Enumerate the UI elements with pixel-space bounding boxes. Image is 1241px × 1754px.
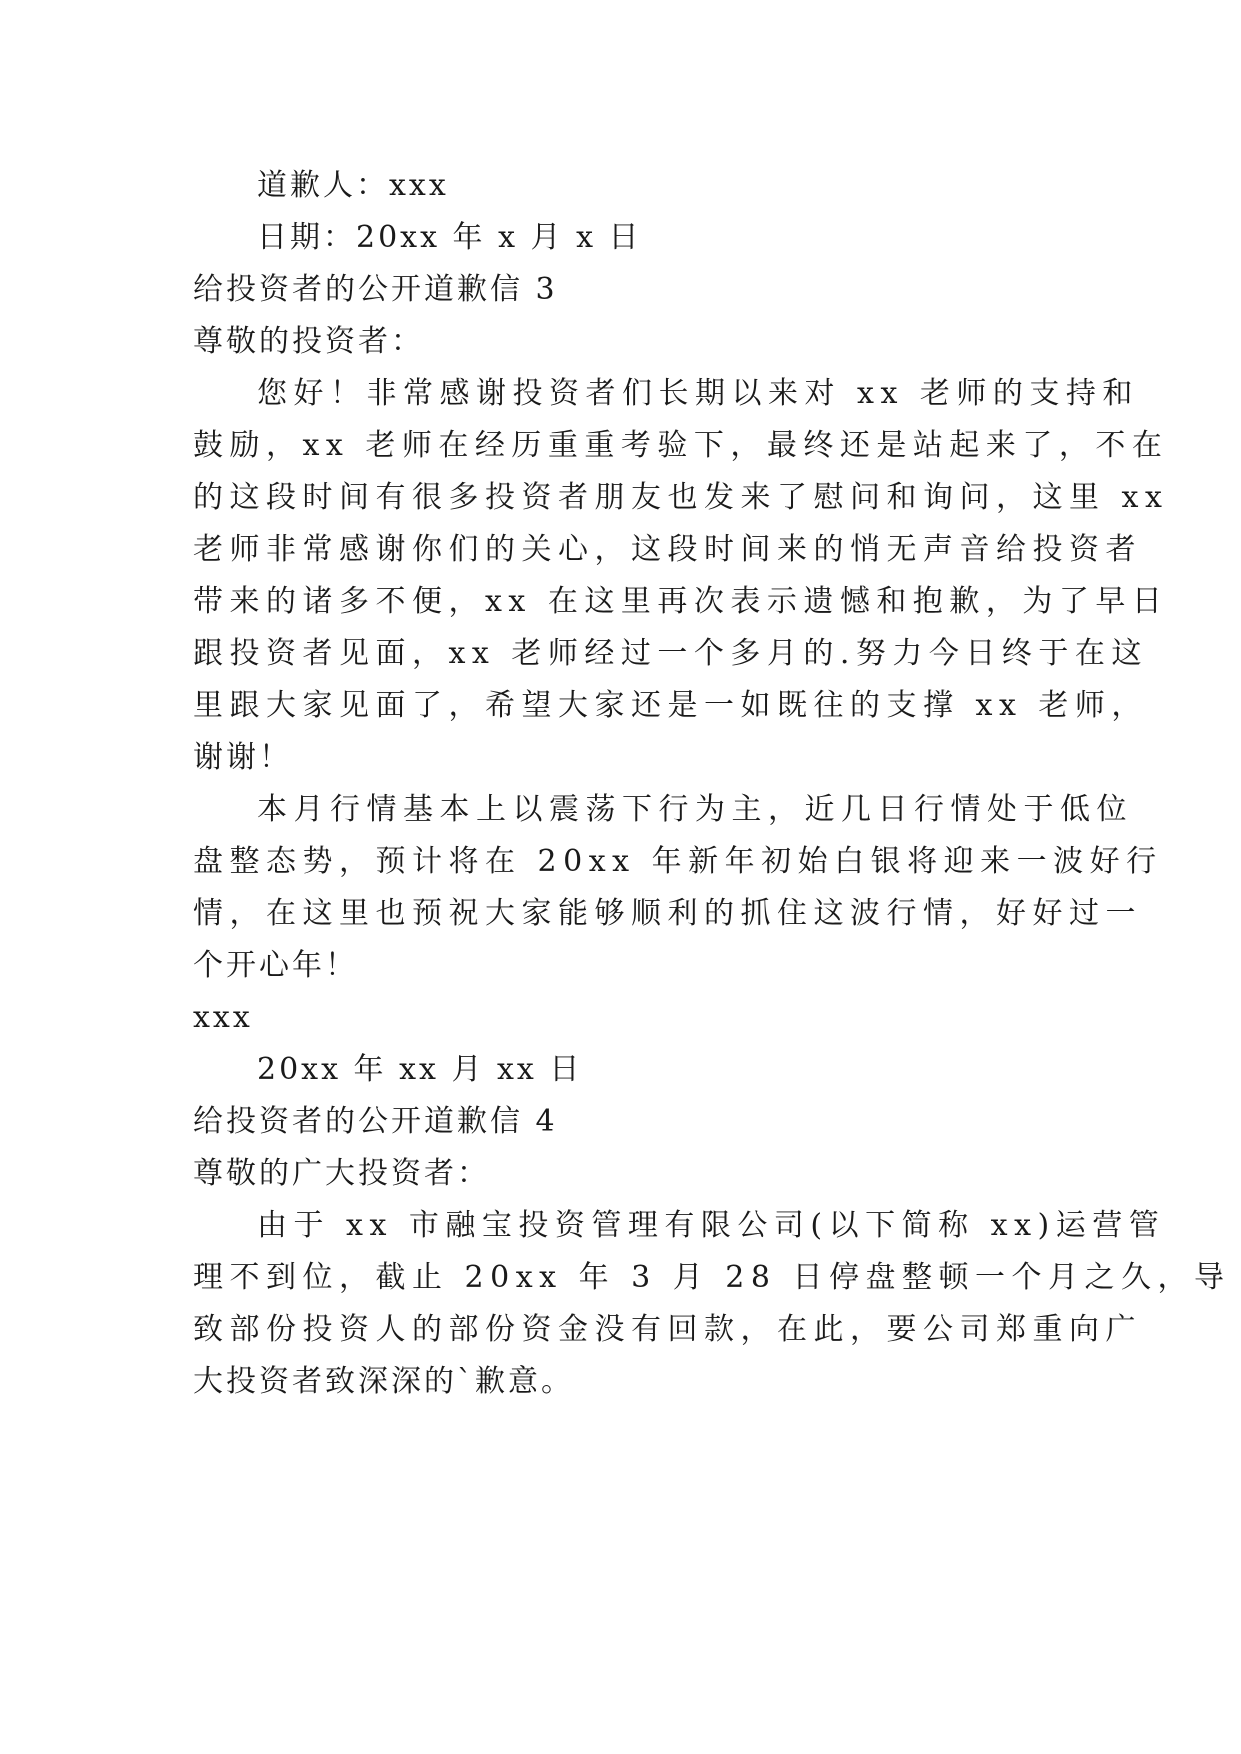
- paragraph-line: 老师非常感谢你们的关心，这段时间来的悄无声音给投资者: [193, 532, 1142, 567]
- paragraph-line: 个开心年！: [193, 948, 358, 983]
- paragraph-line: 里跟大家见面了，希望大家还是一如既往的支撑 xx 老师，: [193, 688, 1148, 723]
- paragraph-line: 您好！非常感谢投资者们长期以来对 xx 老师的支持和: [257, 376, 1139, 411]
- paragraph-line: 理不到位，截止 20xx 年 3 月 28 日停盘整顿一个月之久，导: [193, 1260, 1231, 1295]
- letter-3-signer: xxx: [193, 1000, 253, 1035]
- letter-4-title: 给投资者的公开道歉信 4: [193, 1104, 558, 1139]
- letter-3-date: 20xx 年 xx 月 xx 日: [257, 1052, 583, 1087]
- paragraph-line: 谢谢！: [193, 740, 292, 775]
- apology-signer: 道歉人：xxx: [257, 168, 449, 203]
- apology-date: 日期：20xx 年 x 月 x 日: [257, 220, 642, 255]
- paragraph-line: 盘整态势，预计将在 20xx 年新年初始白银将迎来一波好行: [193, 844, 1163, 879]
- paragraph-line: 的这段时间有很多投资者朋友也发来了慰问和询问，这里 xx: [193, 480, 1169, 515]
- paragraph-line: 鼓励，xx 老师在经历重重考验下，最终还是站起来了，不在: [193, 428, 1169, 463]
- letter-4-salutation: 尊敬的广大投资者：: [193, 1156, 490, 1191]
- paragraph-line: 本月行情基本上以震荡下行为主，近几日行情处于低位: [257, 792, 1133, 827]
- paragraph-line: 跟投资者见面，xx 老师经过一个多月的.努力今日终于在这: [193, 636, 1148, 671]
- paragraph-line: 情，在这里也预祝大家能够顺利的抓住这波行情，好好过一: [193, 896, 1142, 931]
- paragraph-line: 致部份投资人的部份资金没有回款，在此，要公司郑重向广: [193, 1312, 1142, 1347]
- paragraph-line: 由于 xx 市融宝投资管理有限公司(以下简称 xx)运营管: [257, 1208, 1166, 1243]
- letter-3-salutation: 尊敬的投资者：: [193, 324, 424, 359]
- letter-3-title: 给投资者的公开道歉信 3: [193, 272, 558, 307]
- paragraph-line: 带来的诸多不便，xx 在这里再次表示遗憾和抱歉，为了早日: [193, 584, 1169, 619]
- paragraph-line: 大投资者致深深的`歉意。: [193, 1364, 574, 1399]
